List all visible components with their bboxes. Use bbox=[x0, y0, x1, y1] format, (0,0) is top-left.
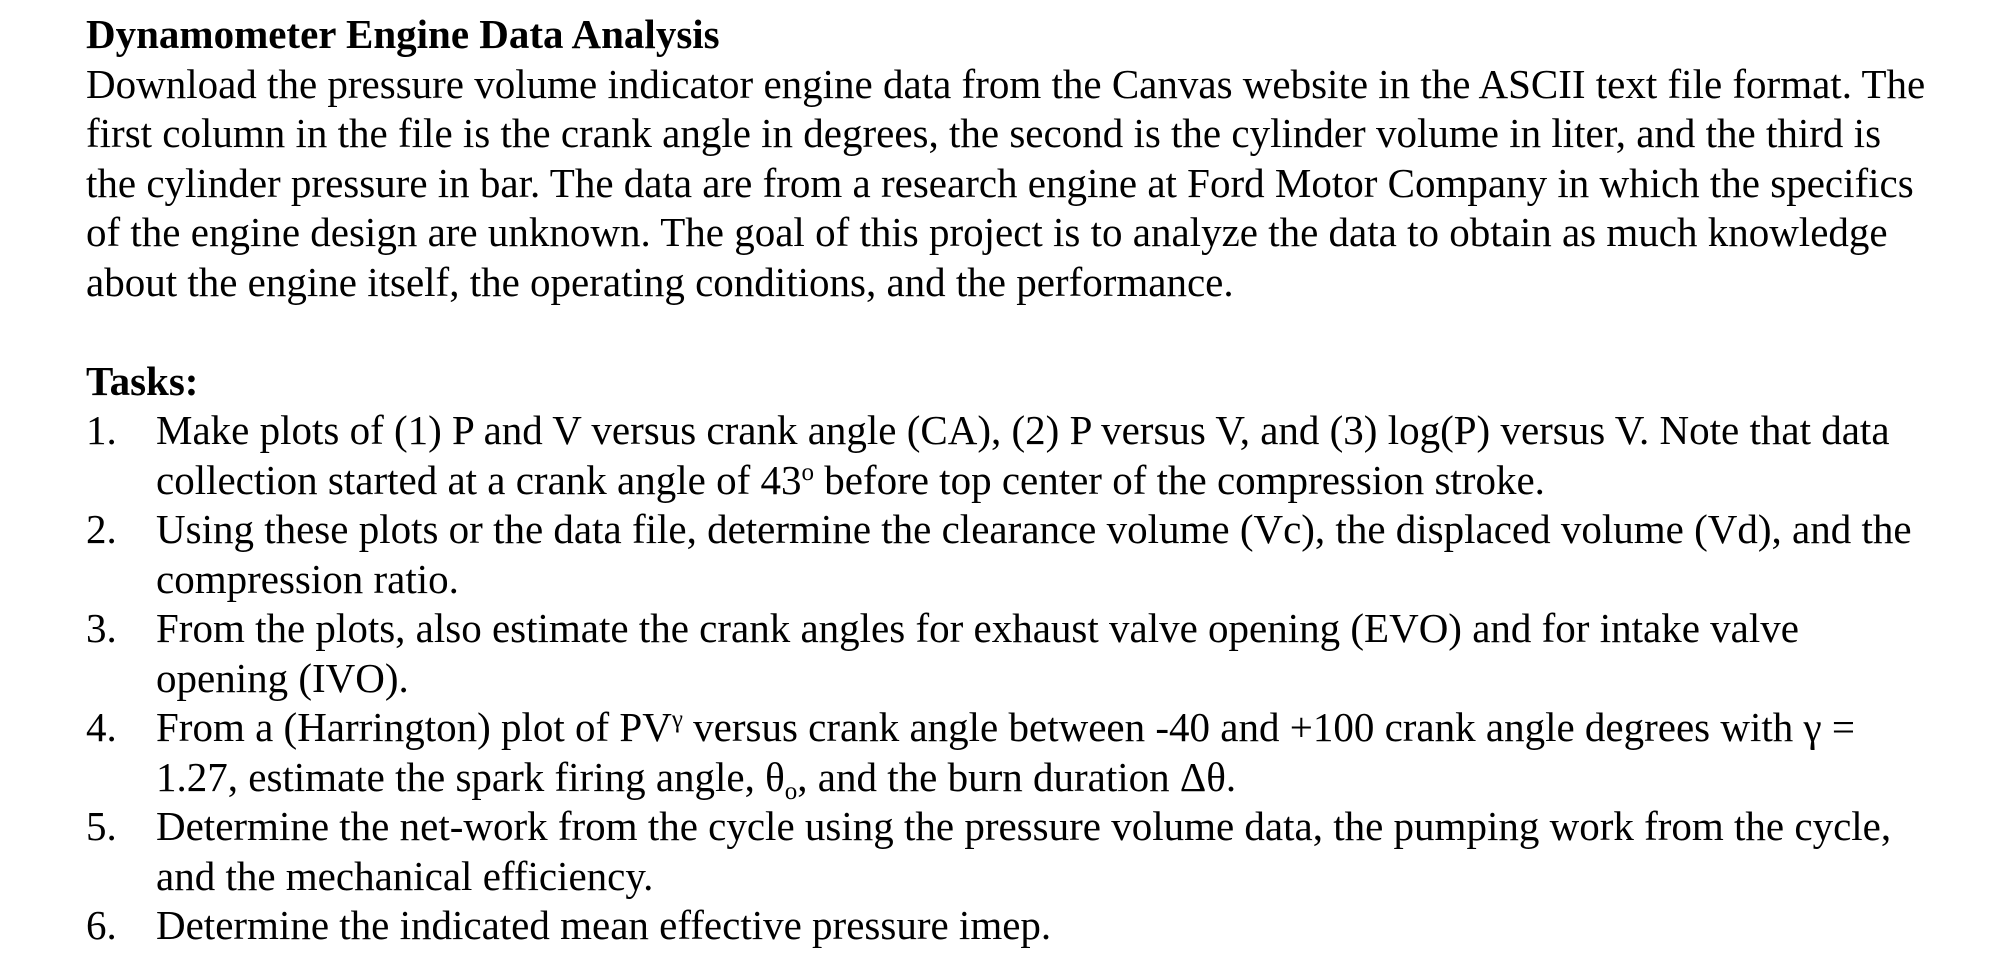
theta-subscript: o bbox=[784, 777, 798, 805]
task-text: Determine the indicated mean effective pressure imep. bbox=[156, 902, 1052, 948]
task-item bbox=[86, 901, 1926, 951]
task-text: Using these plots or the data file, determine the clearance volume (Vc), the displaced volume (Vd), and the compression ratio. bbox=[156, 506, 1912, 602]
task-item bbox=[86, 604, 1926, 703]
task-number: 6. bbox=[86, 902, 117, 948]
task-item bbox=[86, 406, 1926, 505]
intro-paragraph: Download the pressure volume indicator engine data from the Canvas website in the ASCII text file format. The first column in the file is the crank angle in degrees, the second is the cylinder volume in liter, and the third is the cylinder pressure in bar. The data are from a research engine at Ford Motor Company in which the specifics of the engine design are unknown. The goal of this project is to analyze the data to obtain as much knowledge about the engine itself, the operating conditions, and the performance. bbox=[86, 60, 1926, 305]
document bbox=[86, 10, 1926, 951]
document-title: Dynamometer Engine Data Analysis bbox=[86, 11, 720, 57]
task-number: 4. bbox=[86, 704, 117, 750]
task-number: 1. bbox=[86, 407, 117, 453]
task-number: 5. bbox=[86, 803, 117, 849]
task-text: Make plots of (1) P and V versus crank angle (CA), (2) P versus V, and (3) log(P) versus V. Note that data collection started at a crank angle of 43$^o$ before top center of the compression stroke. bbox=[156, 407, 1890, 503]
task-text: From the plots, also estimate the crank angles for exhaust valve opening (EVO) and for intake valve opening (IVO). bbox=[156, 605, 1799, 701]
task-item bbox=[86, 505, 1926, 604]
task-number: 2. bbox=[86, 506, 117, 552]
task-text: From a (Harrington) plot of $PV^\gamma$ versus crank angle between -40 and +100 crank angle degrees with γ = 1.27, estimate the spark firing angle, $\theta_o$, and the burn duration Δθ. bbox=[156, 704, 1855, 805]
task-text: Determine the net-work from the cycle using the pressure volume data, the pumping work from the cycle, and the mechanical efficiency. bbox=[156, 803, 1892, 899]
degree-superscript: o bbox=[801, 458, 814, 486]
tasks-heading: Tasks: bbox=[86, 357, 199, 404]
task-list bbox=[86, 406, 1926, 951]
task-number: 3. bbox=[86, 605, 117, 651]
task-item bbox=[86, 802, 1926, 901]
task-item bbox=[86, 703, 1926, 805]
gamma-superscript: γ bbox=[671, 706, 683, 733]
